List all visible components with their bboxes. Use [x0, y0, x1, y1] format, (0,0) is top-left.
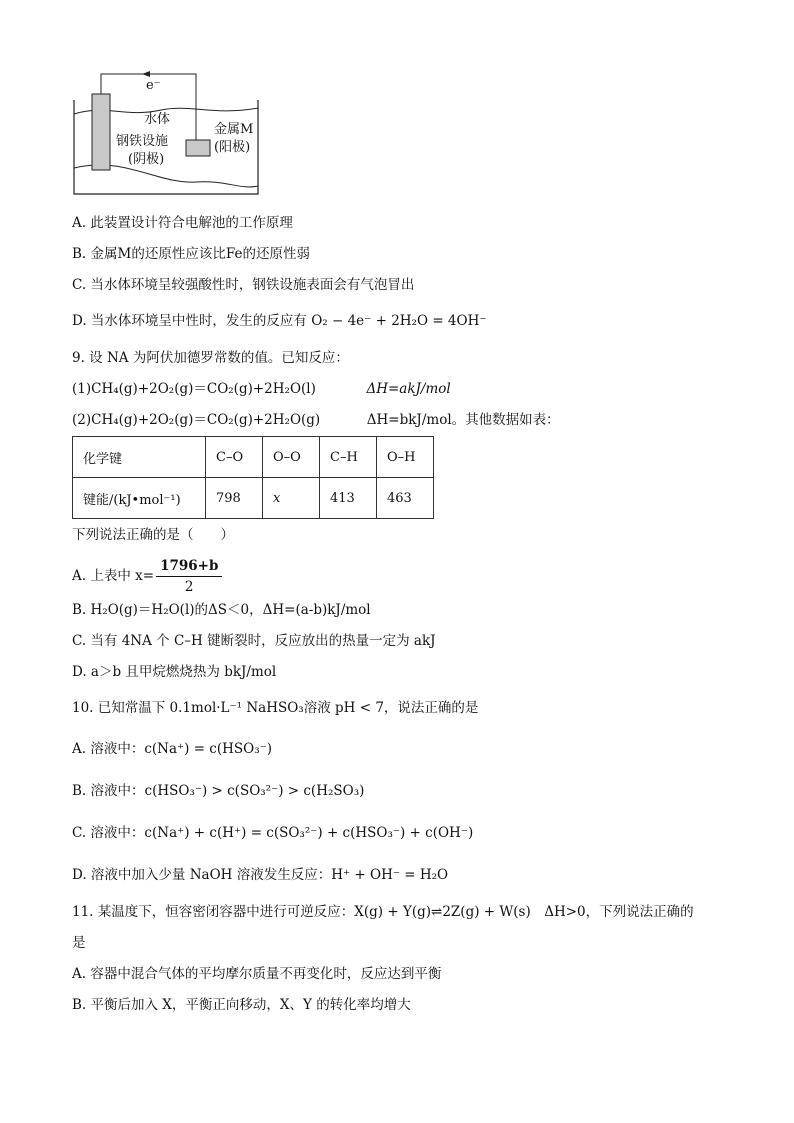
table-header-cell: C–H: [320, 437, 377, 478]
fraction-denominator: 2: [184, 579, 194, 595]
q9-option-a: [72, 556, 222, 597]
q8-option-a: A. 此装置设计符合电解池的工作原理: [72, 215, 293, 231]
q10-option-a: A. 溶液中：c(Na⁺) = c(HSO₃⁻): [72, 741, 273, 757]
table-cell: x: [263, 478, 320, 519]
q8-option-d: D. 当水体环境呈中性时，发生的反应有 O₂ − 4e⁻ + 2H₂O = 4OH⁻: [72, 313, 487, 329]
q8-option-c: C. 当水体环境呈较强酸性时，钢铁设施表面会有气泡冒出: [72, 277, 415, 293]
q9-reaction-2-dh: ΔH=bkJ/mol。其他数据如表：: [366, 412, 560, 428]
q10-stem: 10. 已知常温下 0.1mol·L⁻¹ NaHSO₃溶液 pH < 7，说法正确的是: [72, 700, 479, 716]
table-cell: 463: [377, 478, 434, 519]
q10-option-c: C. 溶液中：c(Na⁺) + c(H⁺) = c(SO₃²⁻) + c(HSO₃⁻) + c(OH⁻): [72, 825, 474, 841]
metal-label: 金属M: [214, 122, 254, 137]
table-row: [73, 478, 434, 519]
q11-stem: 11. 某温度下，恒容密闭容器中进行可逆反应：X(g) + Y(g)⇌2Z(g) + W(s) ΔH>0，下列说法正确的: [72, 904, 694, 920]
table-header-cell: O–H: [377, 437, 434, 478]
q9-option-b: B. H₂O(g)＝H₂O(l)的ΔS＜0，ΔH=(a-b)kJ/mol: [72, 602, 371, 618]
table-cell: 798: [206, 478, 263, 519]
q9-reaction-2: [72, 411, 560, 429]
q9-option-c: C. 当有 4NA 个 C–H 键断裂时，反应放出的热量一定为 akJ: [72, 633, 436, 649]
q9-reaction-1: [72, 380, 451, 398]
electrochem-diagram: [66, 64, 266, 198]
table-cell: 413: [320, 478, 377, 519]
q10-option-b: B. 溶液中：c(HSO₃⁻) > c(SO₃²⁻) > c(H₂SO₃): [72, 783, 365, 799]
q9-option-a-prefix: A. 上表中 x=: [72, 568, 155, 584]
q8-option-b: B. 金属M的还原性应该比Fe的还原性弱: [72, 246, 310, 262]
table-header-row: [73, 437, 434, 478]
table-header-cell: 化学键: [73, 437, 206, 478]
fraction-numerator: 1796+b: [156, 556, 222, 577]
q9-stem: 9. 设 NA 为阿伏加德罗常数的值。已知反应：: [72, 350, 349, 366]
bond-energy-table: [72, 436, 434, 519]
cathode-label: (阴极): [128, 152, 165, 167]
table-header-cell: C–O: [206, 437, 263, 478]
q10-option-d: D. 溶液中加入少量 NaOH 溶液发生反应：H⁺ + OH⁻ = H₂O: [72, 867, 449, 883]
q9-ask: 下列说法正确的是（ ）: [72, 527, 234, 543]
q9-reaction-1-dh: ΔH=akJ/mol: [366, 381, 451, 397]
fraction: [156, 556, 222, 597]
q9-reaction-1-eq: (1)CH₄(g)+2O₂(g)＝CO₂(g)+2H₂O(l): [72, 381, 316, 397]
electron-label: e⁻: [146, 78, 161, 93]
q11-stem-cont: 是: [72, 935, 86, 951]
table-cell: 键能/(kJ•mol⁻¹): [73, 478, 206, 519]
q11-option-b: B. 平衡后加入 X，平衡正向移动，X、Y 的转化率均增大: [72, 997, 411, 1013]
q9-reaction-2-eq: (2)CH₄(g)+2O₂(g)＝CO₂(g)+2H₂O(g): [72, 412, 321, 428]
steel-label: 钢铁设施: [116, 134, 169, 149]
q11-option-a: A. 容器中混合气体的平均摩尔质量不再变化时，反应达到平衡: [72, 966, 442, 982]
water-label: 水体: [144, 112, 171, 127]
table-header-cell: O–O: [263, 437, 320, 478]
q9-option-d: D. a＞b 且甲烷燃烧热为 bkJ/mol: [72, 664, 277, 680]
anode-label: (阳极): [214, 140, 251, 155]
